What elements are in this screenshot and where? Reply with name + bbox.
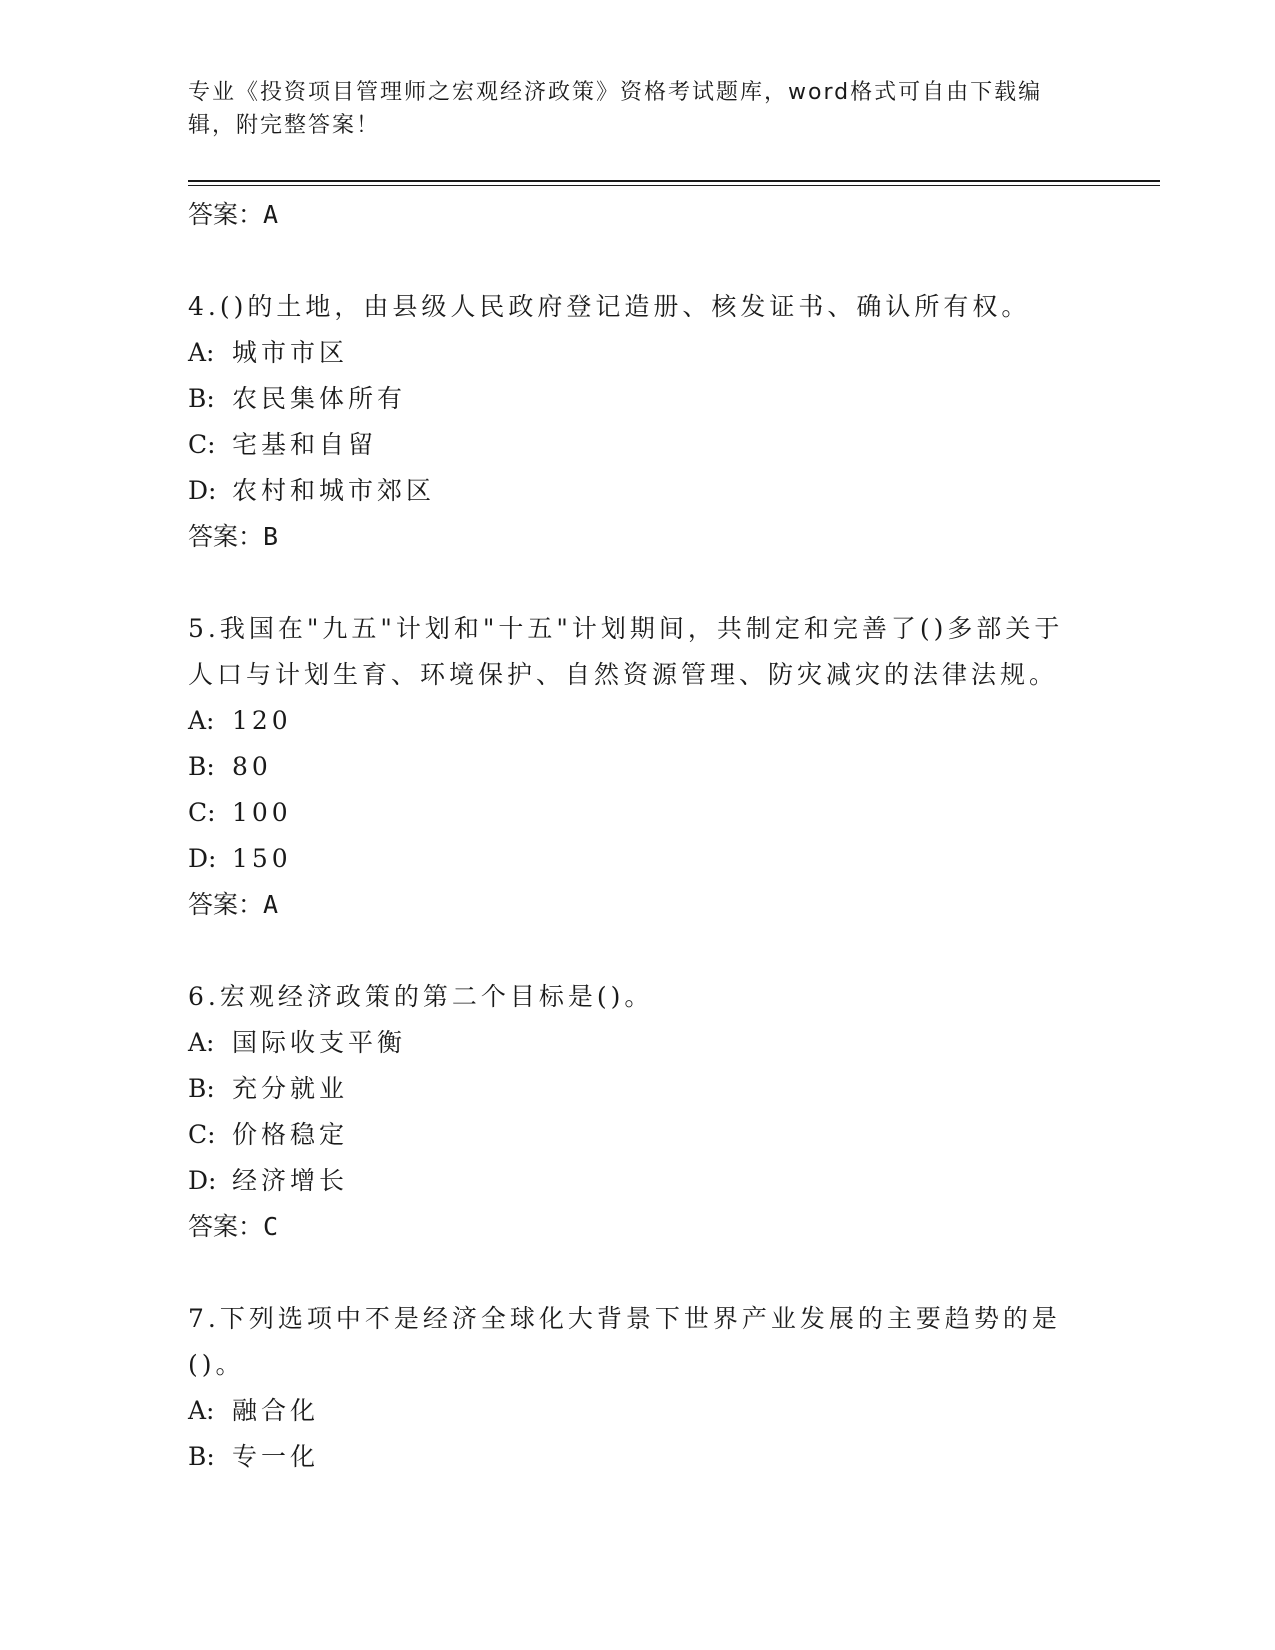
option-text: 国际收支平衡 bbox=[232, 1028, 407, 1057]
question-4 bbox=[188, 284, 1088, 560]
question-7 bbox=[188, 1296, 1088, 1480]
option-text: 150 bbox=[232, 844, 292, 873]
header-line-1: 专业《投资项目管理师之宏观经济政策》资格考试题库，word格式可自由下载编 bbox=[188, 80, 1043, 105]
option-letter: D: bbox=[188, 844, 217, 873]
option-text: 专一化 bbox=[232, 1442, 320, 1471]
document-header bbox=[188, 76, 1078, 142]
option-b bbox=[188, 1066, 1088, 1112]
option-letter: C: bbox=[188, 1120, 216, 1149]
answer-line: 答案：A bbox=[188, 200, 279, 229]
option-letter: B: bbox=[188, 384, 215, 413]
question-number: 7. bbox=[188, 1304, 220, 1333]
option-text: 120 bbox=[232, 706, 292, 735]
question-body: 下列选项中不是经济全球化大背景下世界产业发展的主要趋势的是()。 bbox=[188, 1304, 1061, 1379]
option-letter: A: bbox=[188, 1028, 215, 1057]
question-body: 宏观经济政策的第二个目标是()。 bbox=[219, 982, 654, 1011]
option-text: 经济增长 bbox=[232, 1166, 349, 1195]
option-a bbox=[188, 1020, 1088, 1066]
answer-line: 答案：B bbox=[188, 522, 279, 551]
option-letter: A: bbox=[188, 706, 215, 735]
option-text: 融合化 bbox=[232, 1396, 320, 1425]
option-text: 宅基和自留 bbox=[232, 430, 378, 459]
option-text: 80 bbox=[232, 752, 272, 781]
option-a bbox=[188, 330, 1088, 376]
option-d bbox=[188, 468, 1088, 514]
option-letter: D: bbox=[188, 1166, 217, 1195]
option-letter: C: bbox=[188, 430, 216, 459]
option-text: 城市市区 bbox=[232, 338, 349, 367]
option-letter: B: bbox=[188, 752, 215, 781]
question-text bbox=[188, 1296, 1088, 1388]
option-letter: A: bbox=[188, 338, 215, 367]
option-letter: A: bbox=[188, 1396, 215, 1425]
option-a bbox=[188, 698, 1088, 744]
question-6 bbox=[188, 974, 1088, 1250]
option-letter: B: bbox=[188, 1074, 215, 1103]
option-letter: C: bbox=[188, 798, 216, 827]
option-letter: D: bbox=[188, 476, 217, 505]
option-letter: B: bbox=[188, 1442, 215, 1471]
option-text: 农村和城市郊区 bbox=[232, 476, 436, 505]
question-5 bbox=[188, 606, 1088, 928]
option-a bbox=[188, 1388, 1088, 1434]
option-c bbox=[188, 422, 1088, 468]
question-text bbox=[188, 606, 1088, 698]
answer-line: 答案：C bbox=[188, 1212, 279, 1241]
question-text bbox=[188, 284, 1088, 330]
question-list bbox=[188, 192, 1088, 1480]
question-body: ()的土地，由县级人民政府登记造册、核发证书、确认所有权。 bbox=[219, 292, 1031, 321]
option-b bbox=[188, 744, 1088, 790]
option-text: 100 bbox=[232, 798, 292, 827]
question-number: 4. bbox=[188, 292, 220, 321]
option-d bbox=[188, 836, 1088, 882]
header-line-2: 辑，附完整答案！ bbox=[188, 113, 381, 138]
option-d bbox=[188, 1158, 1088, 1204]
question-text bbox=[188, 974, 1088, 1020]
question-number: 6. bbox=[188, 982, 220, 1011]
option-c bbox=[188, 1112, 1088, 1158]
option-b bbox=[188, 1434, 1088, 1480]
question-number: 5. bbox=[188, 614, 220, 643]
option-b bbox=[188, 376, 1088, 422]
header-divider-thin bbox=[188, 185, 1160, 186]
answer-line: 答案：A bbox=[188, 890, 279, 919]
option-text: 价格稳定 bbox=[232, 1120, 349, 1149]
option-text: 充分就业 bbox=[232, 1074, 349, 1103]
header-divider-thick bbox=[188, 180, 1160, 182]
option-c bbox=[188, 790, 1088, 836]
option-text: 农民集体所有 bbox=[232, 384, 407, 413]
question-body: 我国在"九五"计划和"十五"计划期间，共制定和完善了()多部关于人口与计划生育、环境保护、自然资源管理、防灾减灾的法律法规。 bbox=[188, 614, 1064, 689]
